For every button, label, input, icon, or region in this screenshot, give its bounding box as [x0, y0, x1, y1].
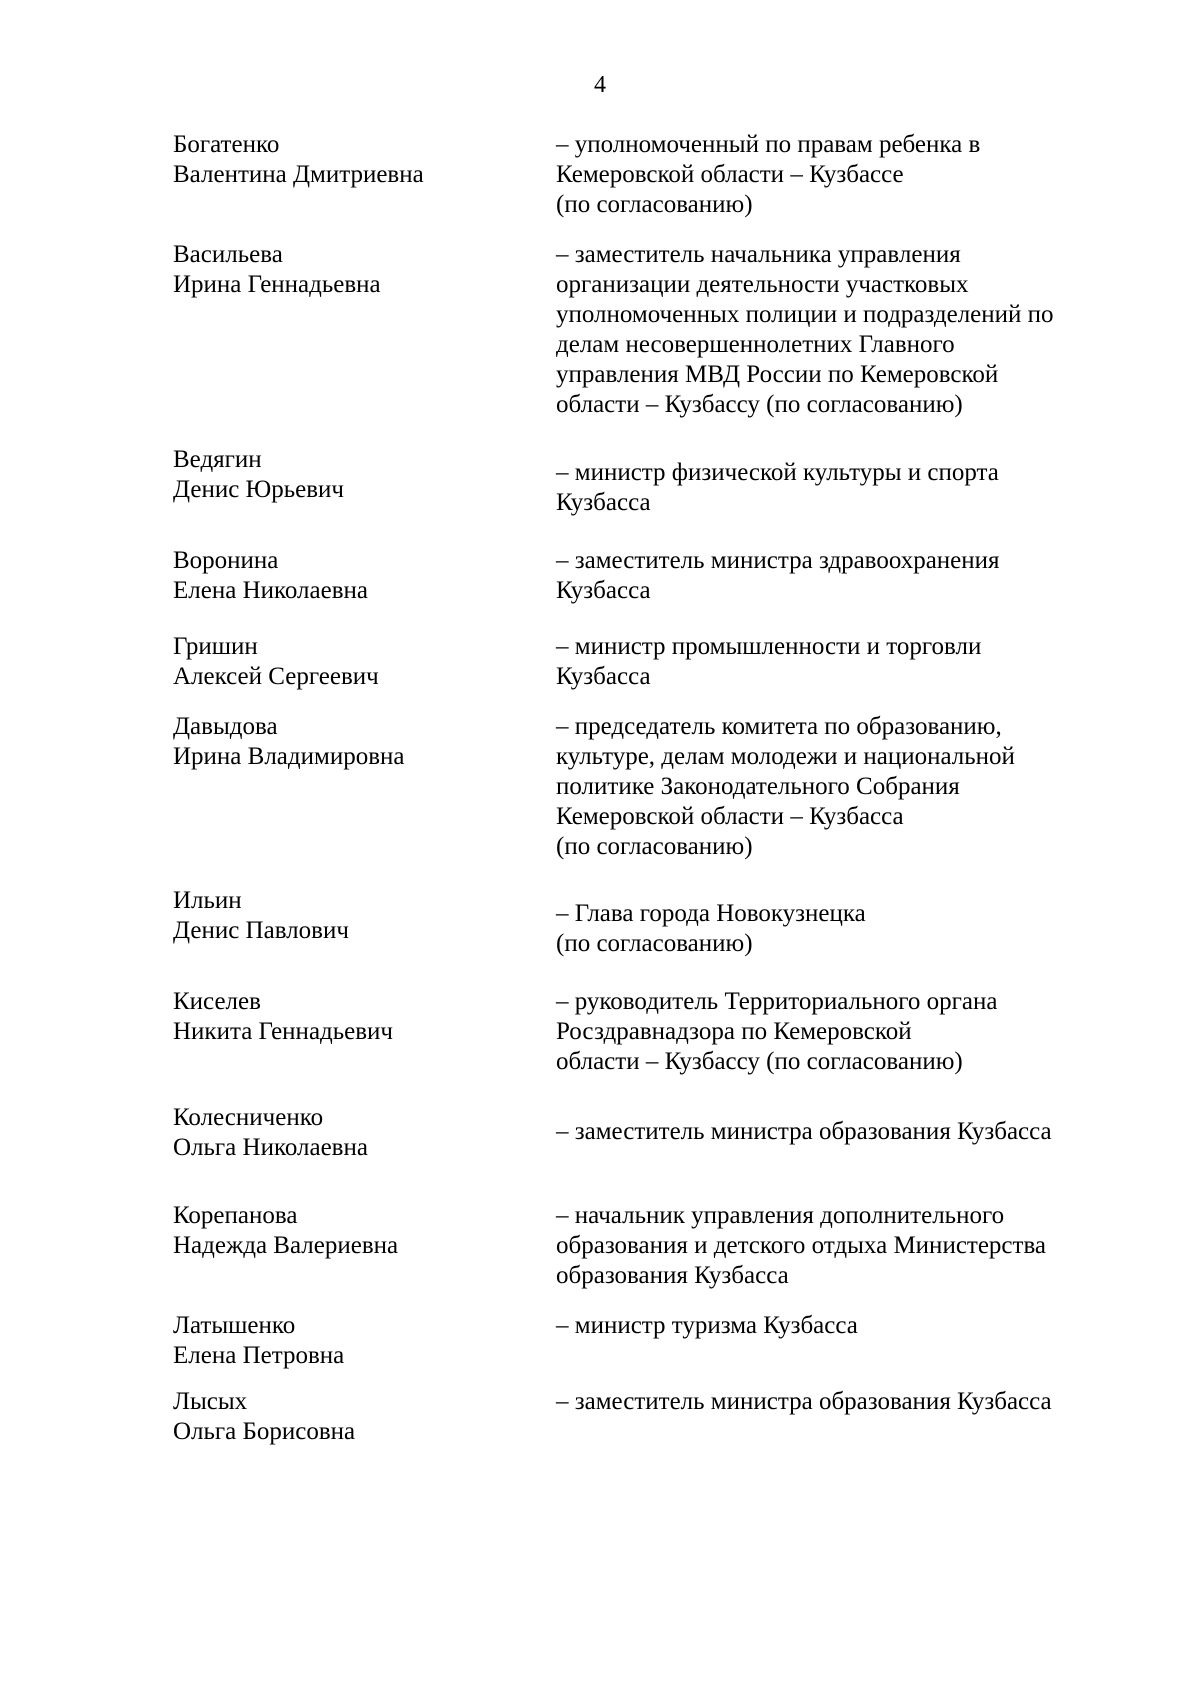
- member-surname: Ведягин: [173, 446, 262, 473]
- position-line: делам несовершеннолетних Главного: [556, 331, 955, 358]
- member-name: [173, 712, 533, 772]
- member-surname: Ильин: [173, 887, 242, 914]
- member-position: [556, 1117, 1136, 1147]
- member-name: [173, 1311, 533, 1371]
- position-line: образования и детского отдыха Министерства: [556, 1232, 1047, 1259]
- member-name: [173, 130, 533, 190]
- member-position: [556, 1387, 1136, 1417]
- position-line: (по согласованию): [556, 930, 753, 957]
- position-line: образования Кузбасса: [556, 1262, 789, 1289]
- position-line: Кузбасса: [556, 577, 651, 604]
- member-given-names: Ольга Борисовна: [173, 1418, 356, 1445]
- member-surname: Давыдова: [173, 713, 278, 740]
- position-line: области – Кузбассу (по согласованию): [556, 391, 963, 418]
- position-line: – заместитель министра образования Кузбасса: [556, 1388, 1052, 1415]
- position-line: Кузбасса: [556, 663, 651, 690]
- member-surname: Васильева: [173, 241, 283, 268]
- member-surname: Колесниченко: [173, 1104, 324, 1131]
- member-name: [173, 546, 533, 606]
- member-position: [556, 546, 1136, 606]
- member-name: [173, 1201, 533, 1261]
- member-surname: Корепанова: [173, 1202, 298, 1229]
- member-position: [556, 1201, 1136, 1291]
- member-position: [556, 240, 1136, 420]
- member-position: [556, 458, 1136, 518]
- position-line: – Глава города Новокузнецка: [556, 900, 866, 927]
- member-surname: Богатенко: [173, 131, 280, 158]
- member-given-names: Алексей Сергеевич: [173, 663, 379, 690]
- position-line: Кемеровской области – Кузбассе: [556, 161, 904, 188]
- position-line: – руководитель Территориального органа: [556, 988, 998, 1015]
- member-name: [173, 632, 533, 692]
- position-line: Росздравнадзора по Кемеровской: [556, 1018, 912, 1045]
- member-position: [556, 899, 1136, 959]
- position-line: – министр физической культуры и спорта: [556, 459, 999, 486]
- member-name: [173, 1387, 533, 1447]
- page-number: 4: [594, 72, 606, 98]
- member-given-names: Денис Юрьевич: [173, 476, 345, 503]
- position-line: – заместитель начальника управления: [556, 241, 961, 268]
- position-line: – начальник управления дополнительного: [556, 1202, 1005, 1229]
- position-line: (по согласованию): [556, 191, 753, 218]
- member-name: [173, 886, 533, 946]
- position-line: управления МВД России по Кемеровской: [556, 361, 999, 388]
- member-given-names: Денис Павлович: [173, 917, 349, 944]
- member-given-names: Елена Николаевна: [173, 577, 368, 604]
- position-line: – министр туризма Кузбасса: [556, 1312, 858, 1339]
- member-surname: Киселев: [173, 988, 261, 1015]
- member-position: [556, 130, 1136, 220]
- member-surname: Гришин: [173, 633, 258, 660]
- member-name: [173, 987, 533, 1047]
- member-surname: Воронина: [173, 547, 279, 574]
- member-position: [556, 987, 1136, 1077]
- position-line: – министр промышленности и торговли: [556, 633, 982, 660]
- position-line: политике Законодательного Собрания: [556, 773, 960, 800]
- member-given-names: Надежда Валериевна: [173, 1232, 399, 1259]
- member-name: [173, 240, 533, 300]
- member-given-names: Никита Геннадьевич: [173, 1018, 394, 1045]
- position-line: культуре, делам молодежи и национальной: [556, 743, 1015, 770]
- position-line: – председатель комитета по образованию,: [556, 713, 1002, 740]
- member-given-names: Ольга Николаевна: [173, 1134, 368, 1161]
- position-line: области – Кузбассу (по согласованию): [556, 1048, 963, 1075]
- member-given-names: Ирина Владимировна: [173, 743, 405, 770]
- position-line: – заместитель министра образования Кузбасса: [556, 1118, 1052, 1145]
- position-line: (по согласованию): [556, 833, 753, 860]
- member-name: [173, 1103, 533, 1163]
- position-line: организации деятельности участковых: [556, 271, 969, 298]
- member-given-names: Елена Петровна: [173, 1342, 345, 1369]
- position-line: уполномоченных полиции и подразделений по: [556, 301, 1054, 328]
- member-surname: Латышенко: [173, 1312, 296, 1339]
- member-position: [556, 712, 1136, 862]
- member-surname: Лысых: [173, 1388, 248, 1415]
- member-name: [173, 445, 533, 505]
- member-position: [556, 632, 1136, 692]
- position-line: – заместитель министра здравоохранения: [556, 547, 1000, 574]
- position-line: Кемеровской области – Кузбасса: [556, 803, 904, 830]
- position-line: – уполномоченный по правам ребенка в: [556, 131, 981, 158]
- member-given-names: Ирина Геннадьевна: [173, 271, 381, 298]
- member-position: [556, 1311, 1136, 1341]
- member-given-names: Валентина Дмитриевна: [173, 161, 424, 188]
- position-line: Кузбасса: [556, 489, 651, 516]
